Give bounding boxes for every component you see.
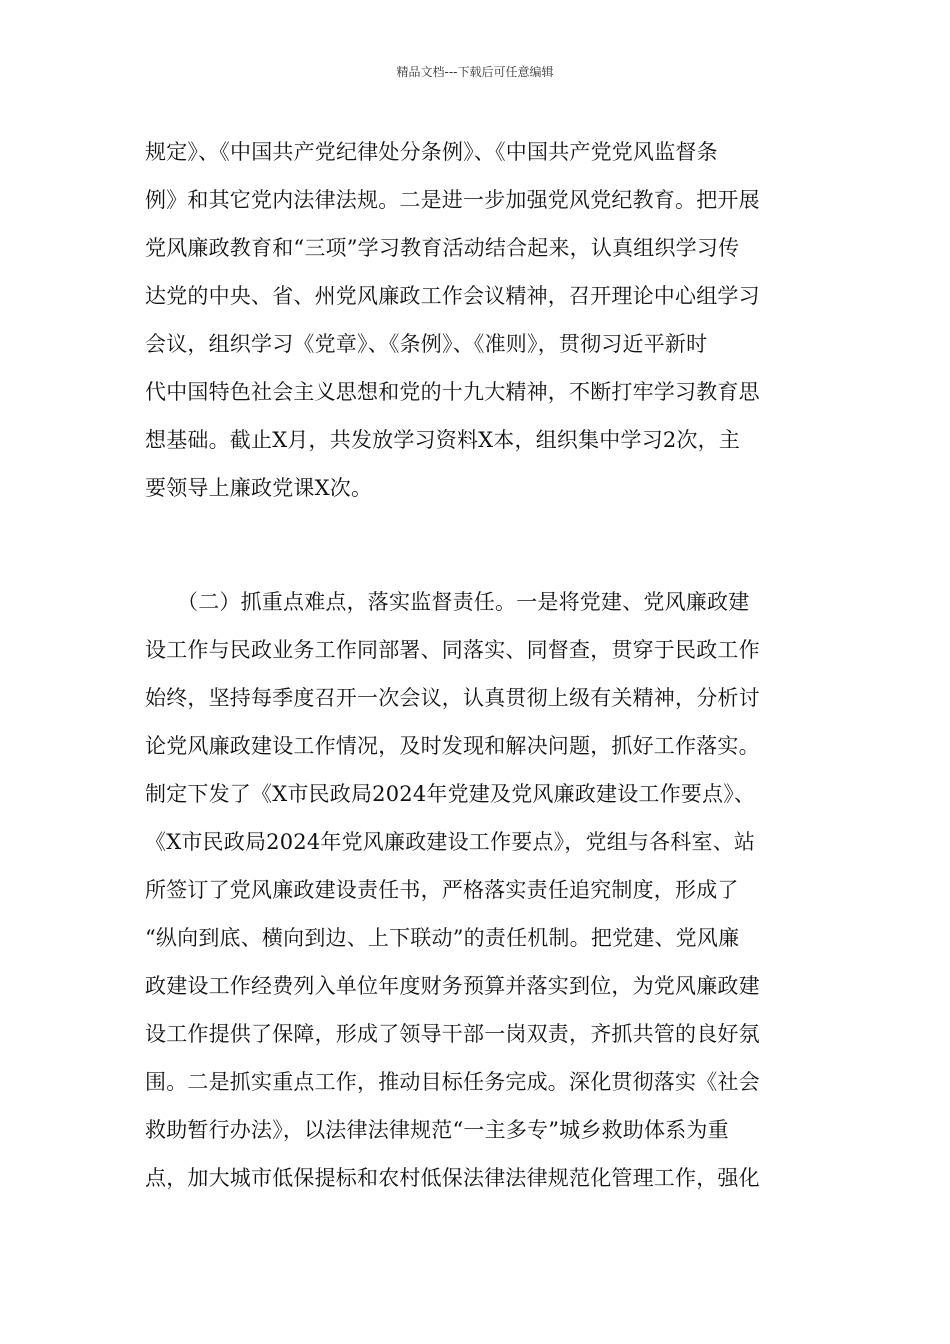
- text-line: 党风廉政教育和“三项”学习教育活动结合起来，认真组织学习传: [145, 236, 740, 260]
- text-line: 例》和其它党内法律法规。二是进一步加强党风党纪教育。把开展: [145, 188, 760, 212]
- text-line: 点，加大城市低保提标和农村低保法律法律规范化管理工作，强化: [145, 1166, 760, 1190]
- text-line: 设工作与民政业务工作同部署、同落实、同督查，贯穿于民政工作: [145, 638, 760, 662]
- text-line: 代中国特色社会主义思想和党的十九大精神，不断打牢学习教育思: [145, 380, 760, 404]
- text-line: （二）抓重点难点，落实监督责任。一是将党建、党风廉政建: [177, 590, 750, 614]
- text-line: “纵向到底、横向到边、上下联动”的责任机制。把党建、党风廉: [145, 926, 740, 950]
- text-line: 始终，坚持每季度召开一次会议，认真贯彻上级有关精神，分析讨: [145, 686, 760, 710]
- text-line: 所签订了党风廉政建设责任书，严格落实责任追究制度，形成了: [145, 878, 739, 902]
- paragraph-2: [145, 578, 805, 1202]
- text-line: 要领导上廉政党课X次。: [145, 476, 373, 500]
- text-line: 政建设工作经费列入单位年度财务预算并落实到位，为党风廉政建: [145, 974, 760, 998]
- text-line: 论党风廉政建设工作情况，及时发现和解决问题，抓好工作落实。: [145, 734, 760, 758]
- text-line: 《X市民政局2024年党风廉政建设工作要点》，党组与各科室、站: [145, 830, 756, 854]
- text-line: 达党的中央、省、州党风廉政工作会议精神，召开理论中心组学习: [145, 284, 760, 308]
- text-line: 规定》、《中国共产党纪律处分条例》、《中国共产党党风监督条: [145, 140, 718, 164]
- text-line: 想基础。截止X月，共发放学习资料X本，组织集中学习2次，主: [145, 428, 741, 452]
- paragraph-1: [145, 128, 805, 512]
- text-line: 围。二是抓实重点工作，推动目标任务完成。深化贯彻落实《社会: [145, 1070, 760, 1094]
- text-line: 救助暂行办法》，以法律法律规范“一主多专”城乡救助体系为重: [145, 1118, 729, 1142]
- page-header: 精品文档---下载后可任意编辑: [396, 65, 554, 79]
- text-line: 设工作提供了保障，形成了领导干部一岗双责，齐抓共管的良好氛: [145, 1022, 760, 1046]
- text-line: 制定下发了《X市民政局2024年党建及党风廉政建设工作要点》、: [145, 782, 756, 806]
- text-line: 会议，组织学习《党章》、《条例》、《准则》，贯彻习近平新时: [145, 332, 708, 356]
